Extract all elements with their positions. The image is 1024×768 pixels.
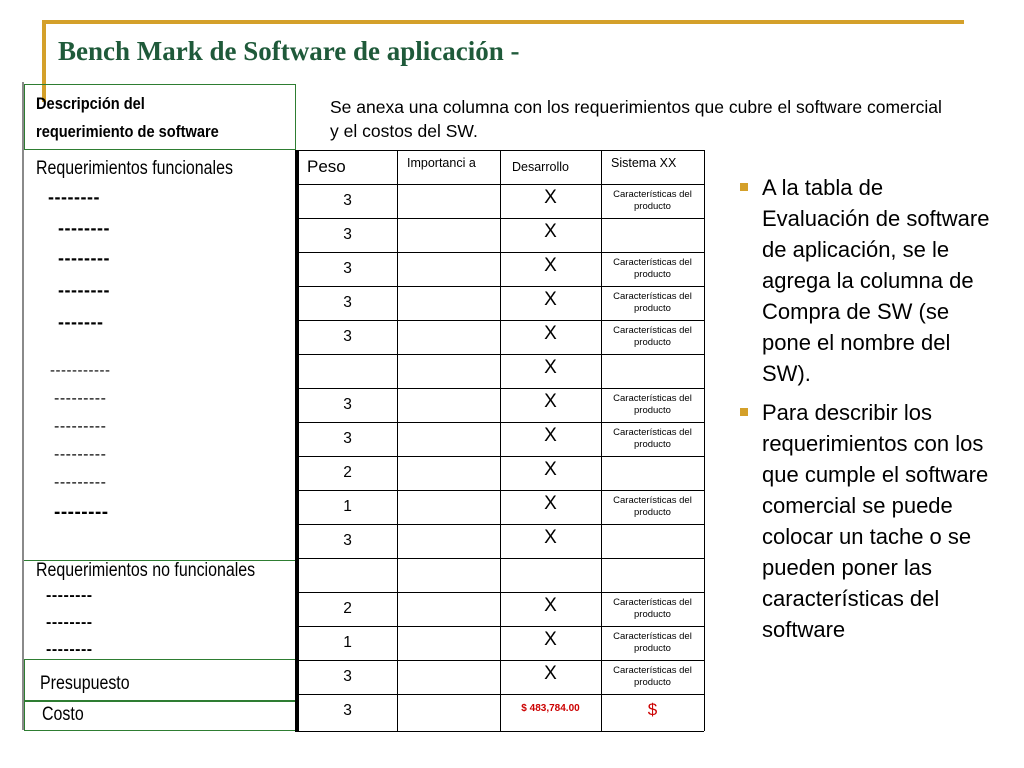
desarrollo-mark: X — [544, 527, 557, 548]
funcional-dash-5: ------- — [58, 312, 104, 332]
top-rule — [42, 20, 964, 24]
description-header-line-2: requerimiento de software — [36, 122, 219, 141]
funcional-dash-2: -------- — [58, 218, 110, 238]
description-header-line-1: Descripción del — [36, 94, 145, 113]
desarrollo-mark: X — [544, 493, 557, 514]
funcional-dash-3: -------- — [58, 248, 110, 268]
peso-cell: 3 — [343, 532, 352, 549]
peso-cell: 3 — [343, 702, 352, 719]
table-row-line — [298, 422, 704, 423]
desarrollo-mark: X — [544, 323, 557, 344]
funcional-dash-7: --------- — [54, 390, 107, 407]
table-row-line — [298, 524, 704, 525]
table-bottom-line — [298, 731, 704, 732]
table-row-line — [298, 354, 704, 355]
desarrollo-mark: X — [544, 595, 557, 616]
peso-cell: 3 — [343, 294, 352, 311]
peso-cell: 3 — [343, 668, 352, 685]
peso-cell: 3 — [343, 260, 352, 277]
peso-cell: 2 — [343, 600, 352, 617]
table-row-line — [298, 184, 704, 185]
table-row-line — [298, 660, 704, 661]
desarrollo-mark: X — [544, 187, 557, 208]
table-top-line — [298, 150, 704, 151]
bullet-square-icon — [740, 408, 748, 416]
description-header — [36, 90, 219, 146]
peso-cell: 3 — [343, 328, 352, 345]
peso-cell: 3 — [343, 430, 352, 447]
bullet-text-1: A la tabla de Evaluación de software de aplicación, se le agrega la columna de Compra de SW (se pone el nombre del SW). — [762, 175, 990, 386]
desarrollo-mark: X — [544, 357, 557, 378]
table-row-line — [298, 626, 704, 627]
peso-cell: 2 — [343, 464, 352, 481]
funcionales-section — [24, 150, 296, 560]
desarrollo-mark: X — [544, 289, 557, 310]
costo-label: Costo — [42, 704, 84, 725]
peso-cell: 3 — [343, 192, 352, 209]
funcionales-label: Requerimientos funcionales — [36, 158, 233, 179]
no-funcional-dash-1: -------- — [46, 587, 93, 604]
sistema-cell: Características del producto — [613, 495, 692, 518]
table-row-line — [298, 592, 704, 593]
header-desarrollo: Desarrollo — [512, 160, 569, 174]
bullet-item-1 — [740, 172, 990, 389]
peso-cell: 3 — [343, 396, 352, 413]
header-sistema: Sistema XX — [611, 156, 677, 170]
sistema-cell: Características del producto — [613, 427, 692, 450]
table-column-line — [397, 150, 398, 731]
page-title: Bench Mark de Software de aplicación - — [58, 36, 520, 66]
no-funcional-dash-3: -------- — [46, 641, 93, 658]
table-row-line — [298, 456, 704, 457]
funcional-dash-9: --------- — [54, 446, 107, 463]
sistema-cell: Características del producto — [613, 597, 692, 620]
note-text: Se anexa una columna con los requerimientos que cubre el software comercial y el costos del SW. — [330, 97, 942, 141]
sistema-cell: Características del producto — [613, 631, 692, 654]
bullet-item-2 — [740, 397, 990, 645]
table-row-line — [298, 252, 704, 253]
funcional-dash-6: ----------- — [50, 362, 111, 379]
peso-cell: 1 — [343, 498, 352, 515]
desarrollo-mark: X — [544, 425, 557, 446]
table-column-line — [704, 150, 705, 731]
desarrollo-mark: X — [544, 459, 557, 480]
peso-cell: 1 — [343, 634, 352, 651]
sistema-cell: Características del producto — [613, 189, 692, 212]
table-row-line — [298, 558, 704, 559]
header-peso: Peso — [307, 157, 346, 176]
bullet-text-2: Para describir los requerimientos con los que cumple el software comercial se puede colocar un tache o se pueden poner las características del software — [762, 400, 989, 642]
sistema-cell: Características del producto — [613, 291, 692, 314]
costo-desarrollo-cell: $ 483,784.00 — [521, 703, 580, 714]
table-row-line — [298, 218, 704, 219]
sistema-cell: Características del producto — [613, 393, 692, 416]
desarrollo-mark: X — [544, 629, 557, 650]
presupuesto-label: Presupuesto — [40, 673, 130, 694]
no-funcionales-label: Requerimientos no funcionales — [36, 560, 256, 581]
table-row-line — [298, 388, 704, 389]
costo-sistema-cell: $ — [647, 700, 658, 719]
table-row-line — [298, 286, 704, 287]
table-row-line — [298, 320, 704, 321]
funcional-dash-4: -------- — [58, 280, 110, 300]
funcional-dash-11: -------- — [54, 502, 109, 523]
table-row-line — [298, 694, 704, 695]
sistema-cell: Características del producto — [613, 665, 692, 688]
table-row-line — [298, 490, 704, 491]
bullet-list — [740, 172, 990, 653]
no-funcional-dash-2: -------- — [46, 614, 93, 631]
sistema-cell: Características del producto — [613, 257, 692, 280]
desarrollo-mark: X — [544, 221, 557, 242]
bullet-square-icon — [740, 183, 748, 191]
sistema-cell: Características del producto — [613, 325, 692, 348]
desarrollo-mark: X — [544, 255, 557, 276]
peso-cell: 3 — [343, 226, 352, 243]
header-importancia: Importanci a — [407, 156, 476, 170]
desarrollo-mark: X — [544, 391, 557, 412]
funcional-dash-8: --------- — [54, 418, 107, 435]
funcional-dash-1: -------- — [48, 187, 100, 207]
funcional-dash-10: --------- — [54, 474, 107, 491]
desarrollo-mark: X — [544, 663, 557, 684]
